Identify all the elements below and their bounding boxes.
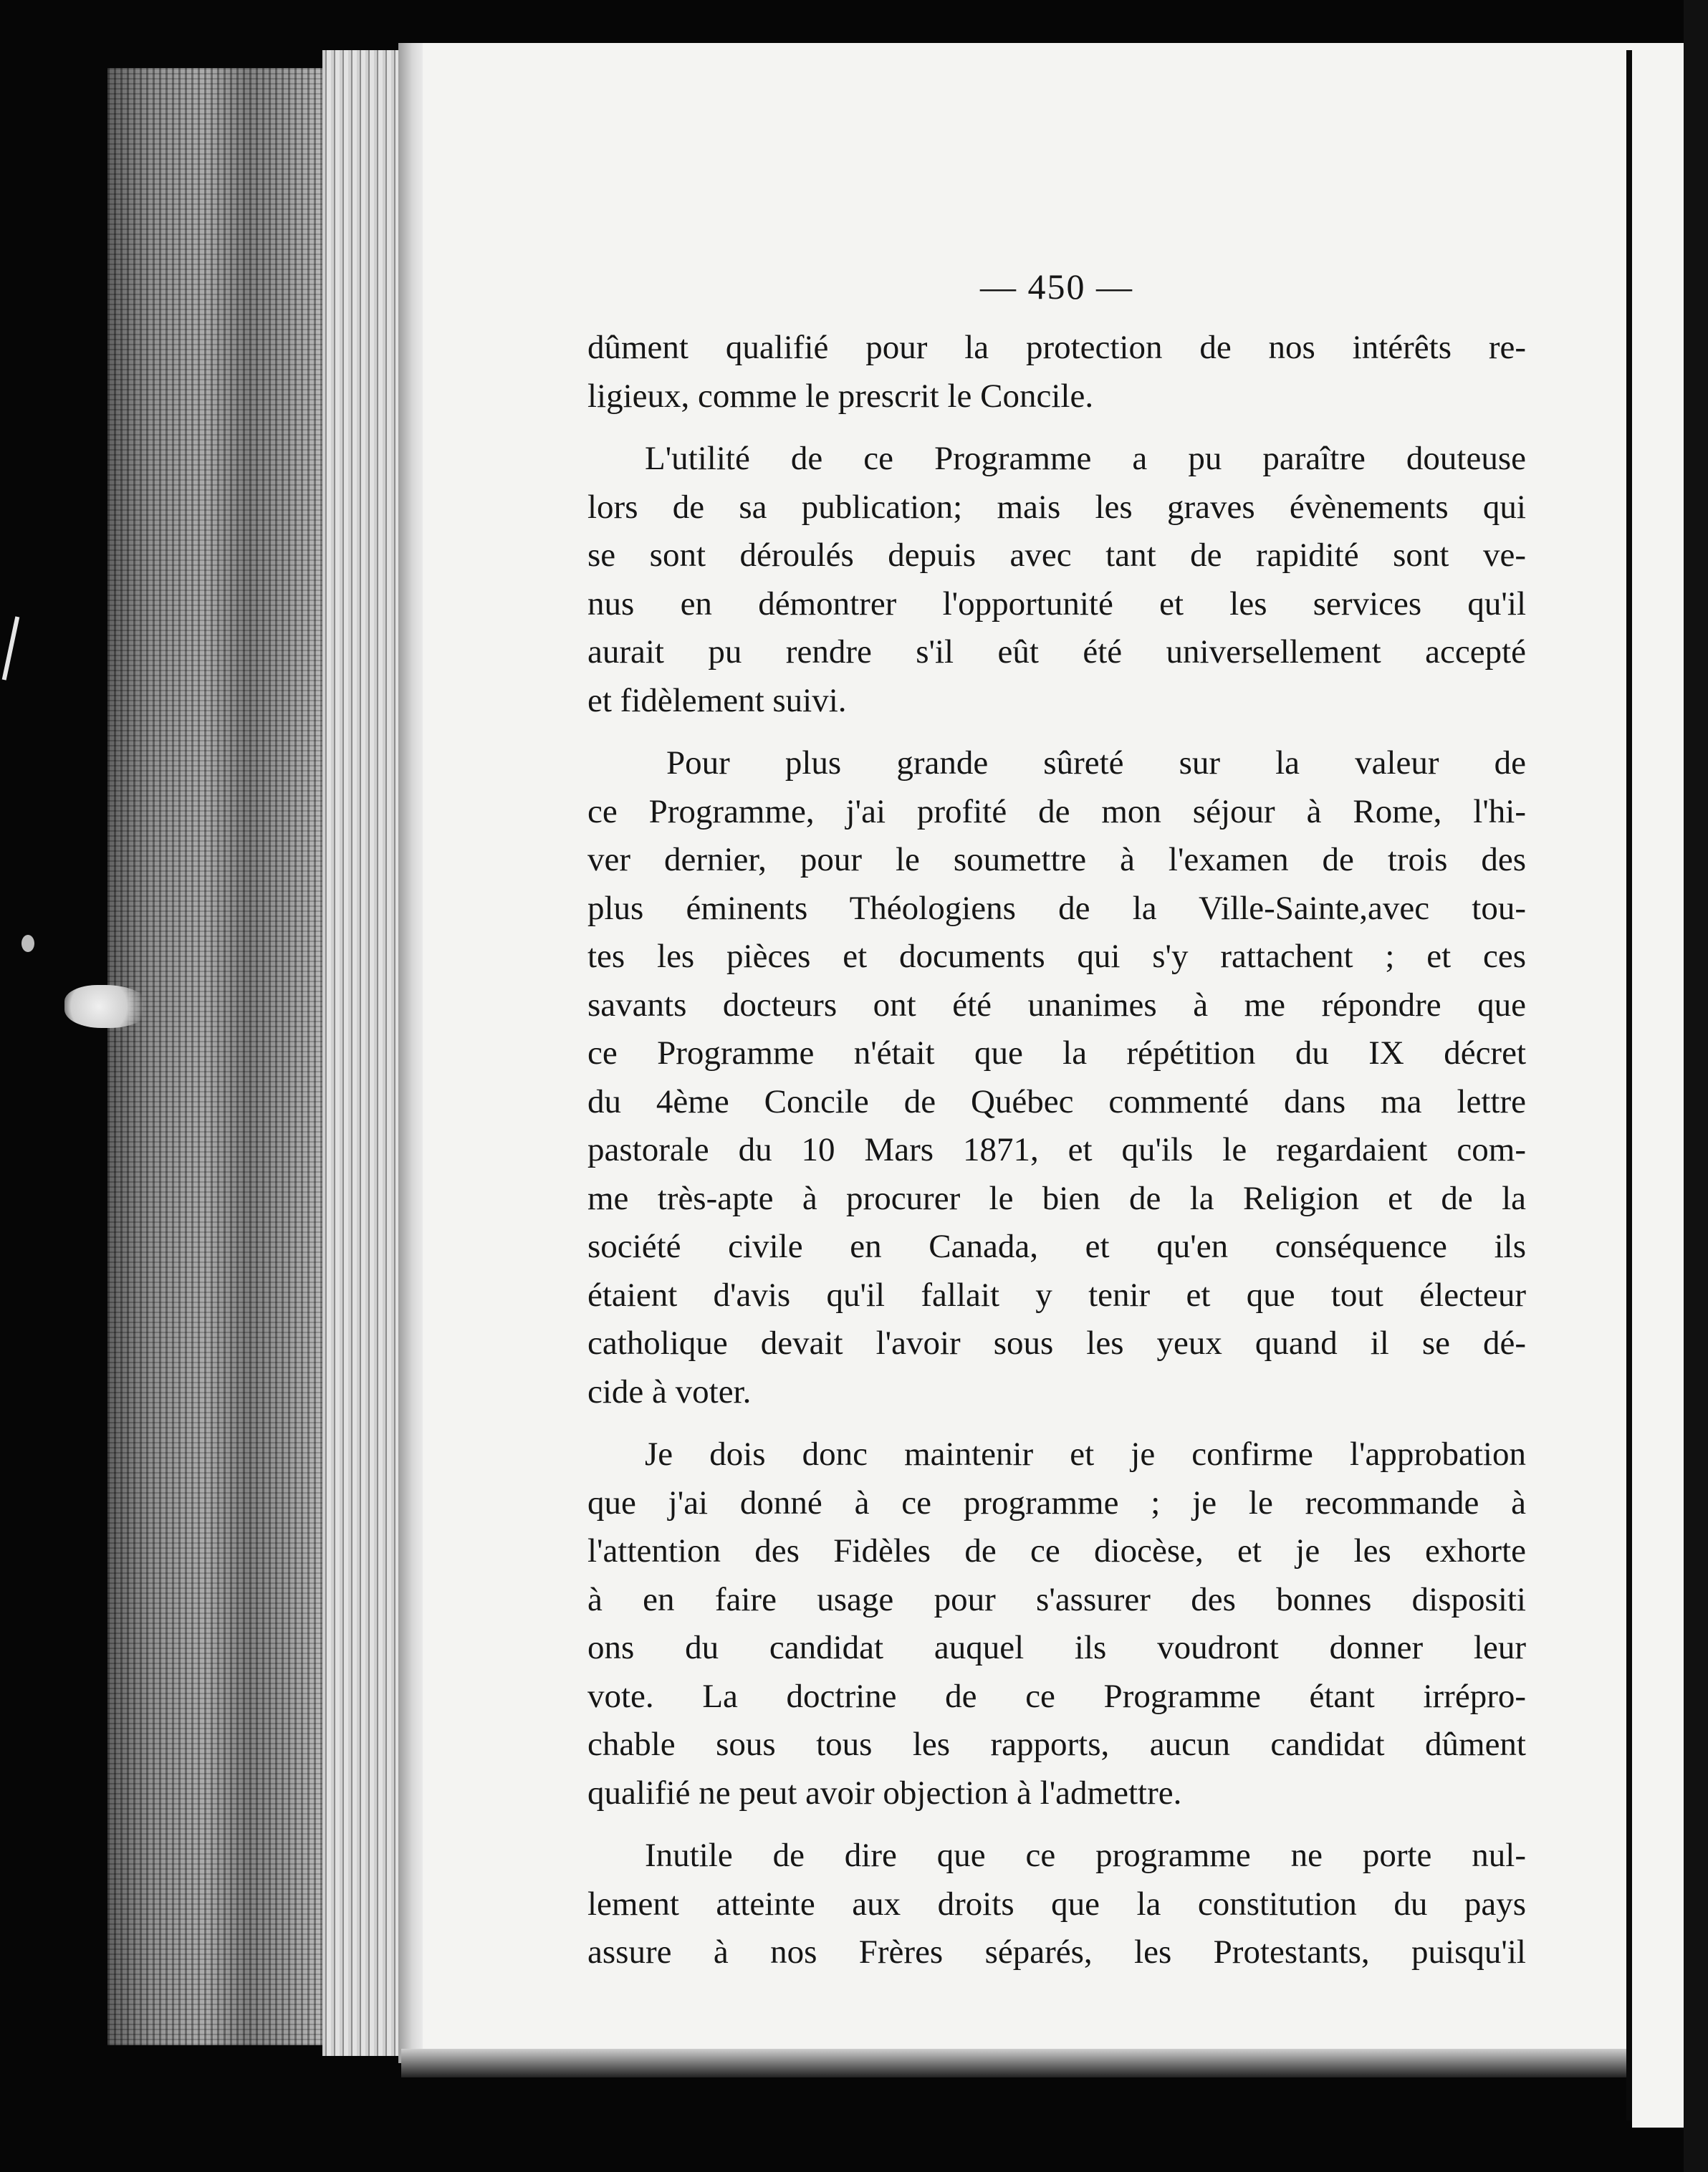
text-line: lement atteinte aux droits que la constitution du pays bbox=[587, 1885, 1526, 1923]
text-line: ligieux, comme le prescrit le Concile. bbox=[587, 377, 1094, 415]
text-line: se sont déroulés depuis avec tant de rapidité sont ve- bbox=[587, 537, 1526, 574]
text-line: assure à nos Frères séparés, les Protestants, puisqu'il bbox=[587, 1933, 1526, 1971]
text-line: Je dois donc maintenir et je confirme l'approbation bbox=[645, 1436, 1526, 1473]
text-line: plus éminents Théologiens de la Ville-Sainte,avec tou- bbox=[587, 889, 1526, 927]
text-line: l'attention des Fidèles de ce diocèse, et je les exhorte bbox=[587, 1532, 1526, 1570]
text-line: dûment qualifié pour la protection de nos intérêts re- bbox=[587, 329, 1526, 366]
text-line: L'utilité de ce Programme a pu paraître douteuse bbox=[645, 440, 1526, 477]
text-line: Pour plus grande sûreté sur la valeur de bbox=[666, 744, 1526, 782]
text-line: vote. La doctrine de ce Programme étant irrépro- bbox=[587, 1677, 1526, 1715]
page-edges bbox=[322, 50, 401, 2056]
text-line: et fidèlement suivi. bbox=[587, 681, 847, 719]
text-line: du 4ème Concile de Québec commenté dans ma lettre bbox=[587, 1082, 1526, 1120]
text-line: aurait pu rendre s'il eût été universellement accepté bbox=[587, 633, 1526, 671]
paragraph-3 bbox=[587, 739, 1526, 1416]
text-line: société civile en Canada, et qu'en conséquence ils bbox=[587, 1228, 1526, 1265]
paragraph-2 bbox=[587, 435, 1526, 725]
book-page-stack-edge bbox=[107, 68, 322, 2045]
text-line: chable sous tous les rapports, aucun candidat dûment bbox=[587, 1726, 1526, 1763]
page-bottom-shadow bbox=[401, 2049, 1655, 2077]
text-line: étaient d'avis qu'il fallait y tenir et que tout électeur bbox=[587, 1276, 1526, 1314]
page-text bbox=[587, 265, 1526, 1991]
gutter-line bbox=[1626, 50, 1632, 2120]
paragraph-4 bbox=[587, 1431, 1526, 1817]
text-line: à en faire usage pour s'assurer des bonnes dispositi bbox=[587, 1580, 1526, 1618]
scan-border bbox=[1684, 0, 1708, 2172]
paper-stain bbox=[64, 985, 150, 1028]
page-number: — 450 — bbox=[980, 266, 1133, 307]
text-line: ver dernier, pour le soumettre à l'examen de trois des bbox=[587, 841, 1526, 878]
text-line: ce Programme, j'ai profité de mon séjour à Rome, l'hi- bbox=[587, 792, 1526, 830]
text-line: que j'ai donné à ce programme ; je le recommande à bbox=[587, 1484, 1526, 1522]
text-line: qualifié ne peut avoir objection à l'admettre. bbox=[587, 1774, 1182, 1812]
edge-mark bbox=[2, 616, 20, 680]
text-line: cide à voter. bbox=[587, 1373, 752, 1411]
text-line: savants docteurs ont été unanimes à me répondre que bbox=[587, 986, 1526, 1024]
paragraph-5 bbox=[587, 1832, 1526, 1977]
text-line: pastorale du 10 Mars 1871, et qu'ils le regardaient com- bbox=[587, 1131, 1526, 1168]
text-line: ce Programme n'était que la répétition du IX décret bbox=[587, 1034, 1526, 1072]
paper-speck bbox=[21, 935, 34, 952]
text-line: ons du candidat auquel ils voudront donner leur bbox=[587, 1629, 1526, 1666]
text-line: me très-apte à procurer le bien de la Religion et de la bbox=[587, 1179, 1526, 1217]
text-line: nus en démontrer l'opportunité et les services qu'il bbox=[587, 585, 1526, 623]
text-line: tes les pièces et documents qui s'y rattachent ; et ces bbox=[587, 938, 1526, 975]
text-line: lors de sa publication; mais les graves évènements qui bbox=[587, 488, 1526, 526]
text-line: Inutile de dire que ce programme ne porte nul- bbox=[645, 1837, 1526, 1874]
text-line: catholique devait l'avoir sous les yeux quand il se dé- bbox=[587, 1325, 1526, 1362]
paragraph-1 bbox=[587, 324, 1526, 421]
